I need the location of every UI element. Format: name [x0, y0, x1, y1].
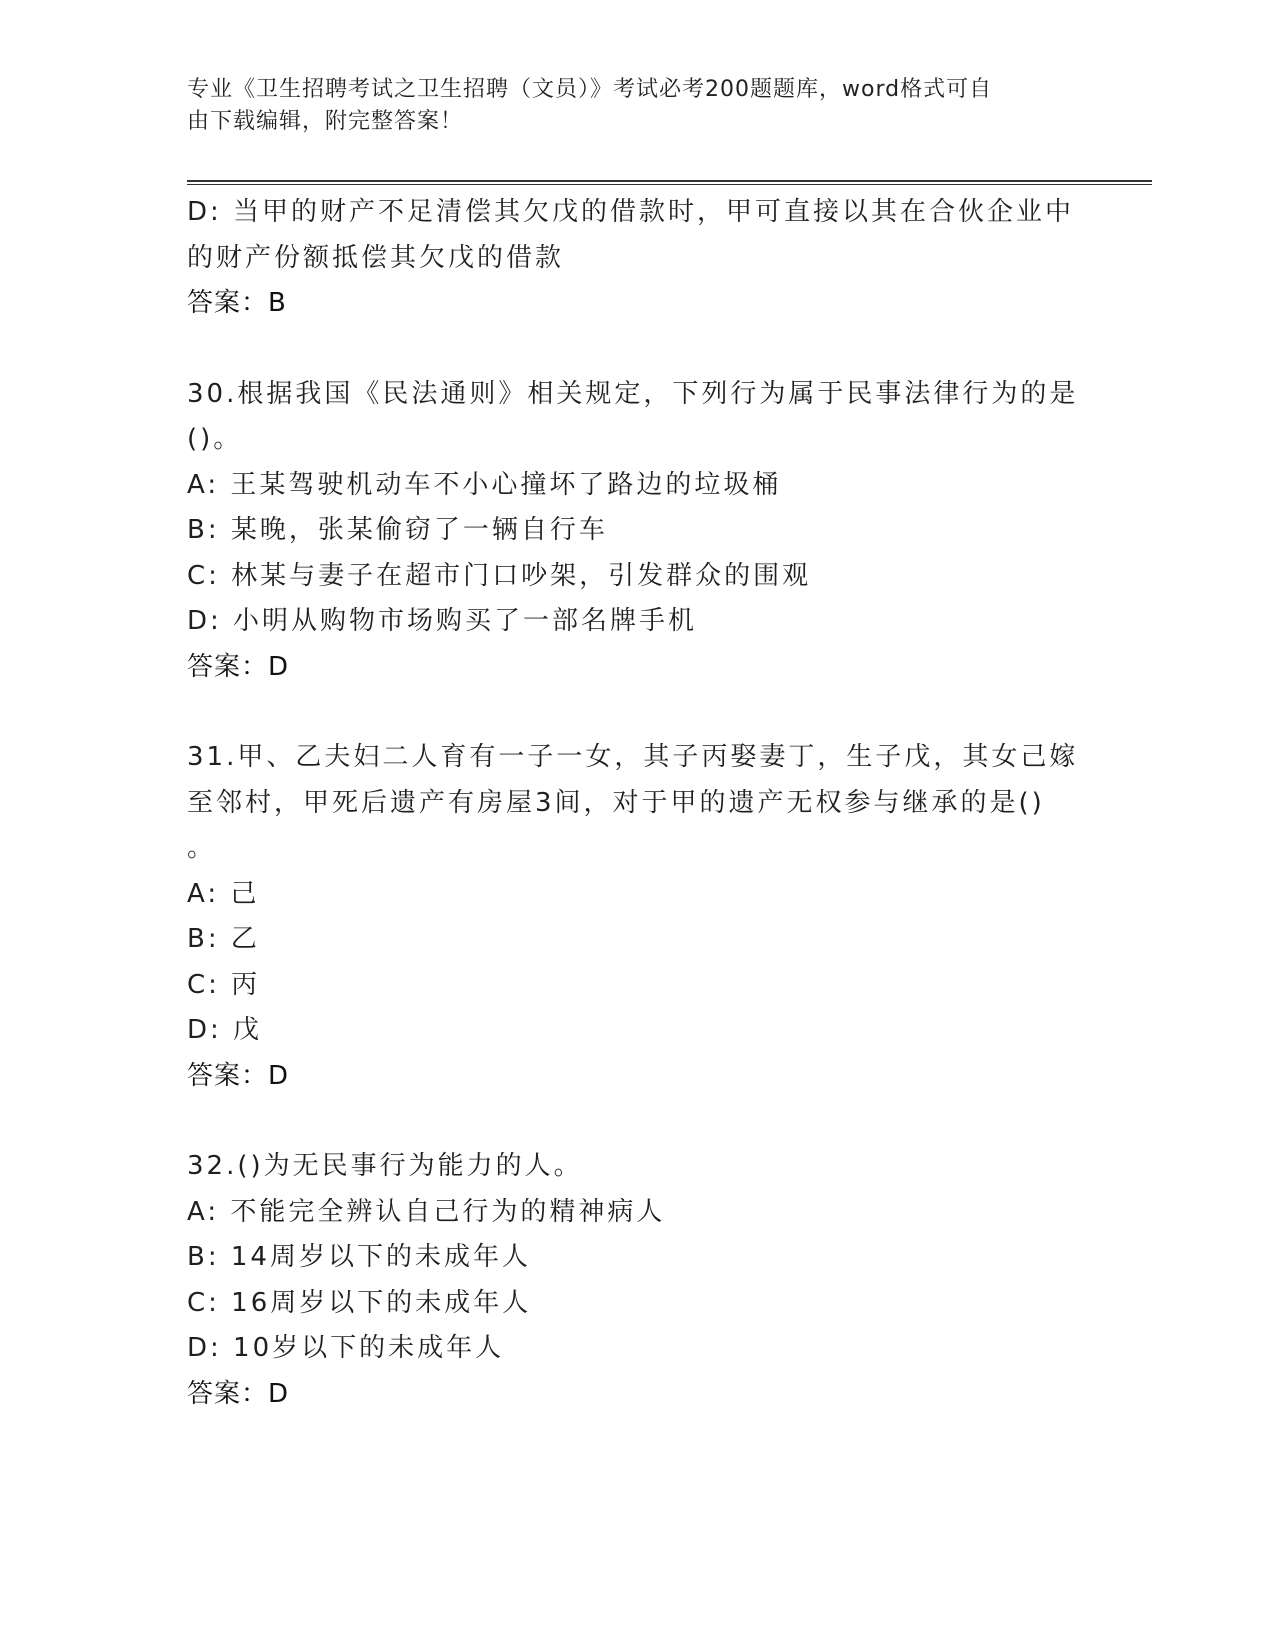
- option-c: C: 16周岁以下的未成年人: [187, 1287, 532, 1318]
- question-29-continuation: [187, 190, 1087, 327]
- spacer: [187, 690, 1087, 735]
- header-line-2: 由下载编辑，附完整答案！: [187, 109, 464, 134]
- question-stem-line: 32.()为无民事行为能力的人。: [187, 1151, 583, 1181]
- question-30: [187, 372, 1087, 691]
- option-d: D: 10岁以下的未成年人: [187, 1333, 505, 1363]
- option-b: B: 某晚，张某偷窃了一辆自行车: [187, 515, 608, 545]
- question-32: [187, 1144, 1087, 1417]
- header-line-1: 专业《卫生招聘考试之卫生招聘（文员）》考试必考200题题库，word格式可自: [187, 77, 993, 102]
- header-divider-thick: [187, 180, 1152, 182]
- answer-line: 答案：D: [187, 1378, 290, 1409]
- option-c: C: 林某与妻子在超市门口吵架，引发群众的围观: [187, 560, 812, 591]
- answer-line: 答案：D: [187, 651, 290, 682]
- option-c: C: 丙: [187, 969, 261, 1000]
- question-stem-line: 至邻村，甲死后遗产有房屋3间，对于甲的遗产无权参与继承的是(): [187, 787, 1045, 818]
- option-d-line-2: 的财产份额抵偿其欠戊的借款: [187, 242, 565, 273]
- header-divider-thin: [187, 184, 1152, 185]
- option-b: B: 14周岁以下的未成年人: [187, 1242, 531, 1272]
- option-d: D: 小明从购物市场购买了一部名牌手机: [187, 606, 698, 636]
- question-stem-line: ()。: [187, 424, 243, 454]
- option-d: D: 戊: [187, 1015, 263, 1045]
- option-a: A: 不能完全辨认自己行为的精神病人: [187, 1196, 666, 1227]
- question-stem-line: 31.甲、乙夫妇二人育有一子一女，其子丙娶妻丁，生子戊，其女己嫁: [187, 742, 1079, 772]
- answer-line: 答案：B: [187, 288, 287, 318]
- question-stem-line: 。: [187, 833, 217, 863]
- spacer: [187, 1099, 1087, 1144]
- question-content: [187, 190, 1087, 1417]
- option-d-line-1: D: 当甲的财产不足清偿其欠戊的借款时，甲可直接以其在合伙企业中: [187, 197, 1075, 227]
- answer-line: 答案：D: [187, 1060, 290, 1091]
- spacer: [187, 327, 1087, 372]
- option-a: A: 己: [187, 878, 260, 909]
- option-b: B: 乙: [187, 924, 260, 954]
- option-a: A: 王某驾驶机动车不小心撞坏了路边的垃圾桶: [187, 469, 782, 500]
- question-stem-line: 30.根据我国《民法通则》相关规定，下列行为属于民事法律行为的是: [187, 378, 1079, 409]
- document-header: [187, 74, 1077, 138]
- question-31: [187, 735, 1087, 1099]
